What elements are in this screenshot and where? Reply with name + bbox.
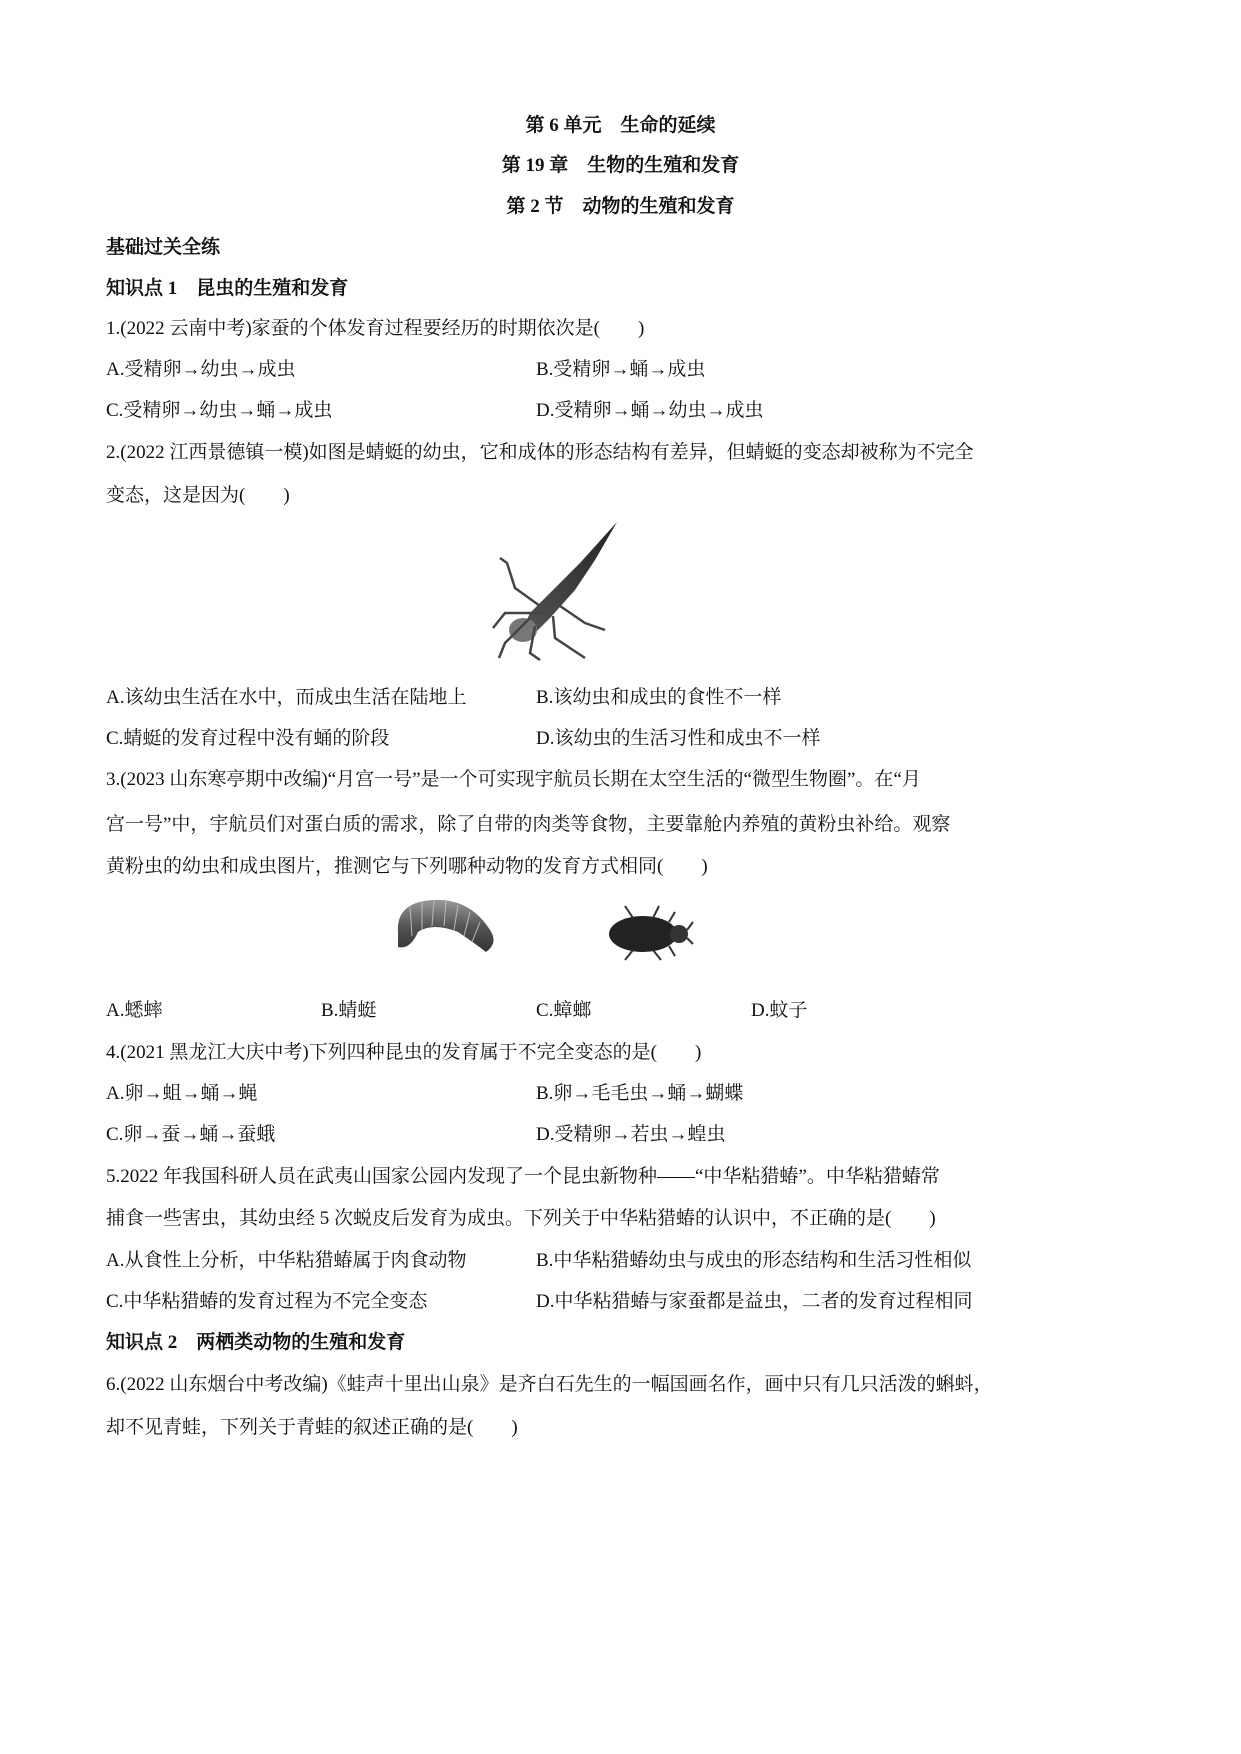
- q2-option-d: D.该幼虫的生活习性和成虫不一样: [536, 728, 821, 749]
- q3-option-d: D.蚊子: [751, 1000, 808, 1021]
- question-5-stem-line-2: 捕食一些害虫，其幼虫经 5 次蜕皮后发育为成虫。下列关于中华粘猎蝽的认识中，不正确的是( ): [106, 1208, 936, 1229]
- q1-option-a: A.受精卵→幼虫→成虫: [106, 359, 296, 380]
- q1-option-d: D.受精卵→蛹→幼虫→成虫: [536, 400, 764, 421]
- q5-option-b: B.中华粘猎蝽幼虫与成虫的形态结构和生活习性相似: [536, 1250, 972, 1271]
- q3-option-c: C.蟑螂: [536, 1000, 592, 1021]
- q5-option-d: D.中华粘猎蝽与家蚕都是益虫，二者的发育过程相同: [536, 1291, 973, 1312]
- q4-option-c: C.卵→蚕→蛹→蚕蛾: [106, 1124, 276, 1145]
- question-6-stem-line-2: 却不见青蛙，下列关于青蛙的叙述正确的是( ): [106, 1417, 518, 1438]
- question-5-stem-line-1: 5.2022 年我国科研人员在武夷山国家公园内发现了一个昆虫新物种——“中华粘猎蝽”。中华粘猎蝽常: [106, 1166, 940, 1187]
- question-3-stem-line-3: 黄粉虫的幼虫和成虫图片，推测它与下列哪种动物的发育方式相同( ): [106, 856, 708, 877]
- q2-option-b: B.该幼虫和成虫的食性不一样: [536, 687, 782, 708]
- q2-option-c: C.蜻蜓的发育过程中没有蛹的阶段: [106, 728, 390, 749]
- q4-option-d: D.受精卵→若虫→蝗虫: [536, 1124, 726, 1145]
- chapter-title: 第 19 章 生物的生殖和发育: [501, 155, 740, 176]
- question-2-stem-line-1: 2.(2022 江西景德镇一模)如图是蜻蜓的幼虫，它和成体的形态结构有差异，但蜻蜓的变态却被称为不完全: [106, 442, 974, 463]
- q5-option-a: A.从食性上分析，中华粘猎蝽属于肉食动物: [106, 1250, 467, 1271]
- question-6-stem-line-1: 6.(2022 山东烟台中考改编)《蛙声十里出山泉》是齐白石先生的一幅国画名作，画中只有几只活泼的蝌蚪，: [106, 1374, 993, 1395]
- question-2-stem-line-2: 变态，这是因为( ): [106, 485, 290, 506]
- part-title: 基础过关全练: [106, 237, 221, 258]
- knowledge-point-2: 知识点 2 两栖类动物的生殖和发育: [106, 1332, 406, 1353]
- q1-option-b: B.受精卵→蛹→成虫: [536, 359, 706, 380]
- knowledge-point-1: 知识点 1 昆虫的生殖和发育: [106, 278, 349, 299]
- q3-option-b: B.蜻蜓: [321, 1000, 377, 1021]
- section-title: 第 2 节 动物的生殖和发育: [506, 196, 735, 217]
- mealworm-larva-image: [388, 892, 504, 962]
- question-3-stem-line-1: 3.(2023 山东寒亭期中改编)“月宫一号”是一个可实现宇航员长期在太空生活的“微型生物圈”。在“月: [106, 769, 921, 790]
- q3-option-a: A.蟋蟀: [106, 1000, 163, 1021]
- q1-option-c: C.受精卵→幼虫→蛹→成虫: [106, 400, 333, 421]
- q5-option-c: C.中华粘猎蝽的发育过程为不完全变态: [106, 1291, 428, 1312]
- question-1-stem: 1.(2022 云南中考)家蚕的个体发育过程要经历的时期依次是( ): [106, 318, 645, 339]
- unit-title: 第 6 单元 生命的延续: [525, 115, 716, 136]
- mealworm-beetle-image: [603, 900, 695, 964]
- q4-option-b: B.卵→毛毛虫→蛹→蝴蝶: [536, 1083, 744, 1104]
- question-4-stem: 4.(2021 黑龙江大庆中考)下列四种昆虫的发育属于不完全变态的是( ): [106, 1042, 702, 1063]
- question-3-stem-line-2: 宫一号”中，宇航员们对蛋白质的需求，除了自带的肉类等食物，主要靠舱内养殖的黄粉虫补给。观察: [106, 814, 951, 835]
- q4-option-a: A.卵→蛆→蛹→蝇: [106, 1083, 258, 1104]
- dragonfly-nymph-image: [485, 518, 625, 663]
- q2-option-a: A.该幼虫生活在水中，而成虫生活在陆地上: [106, 687, 467, 708]
